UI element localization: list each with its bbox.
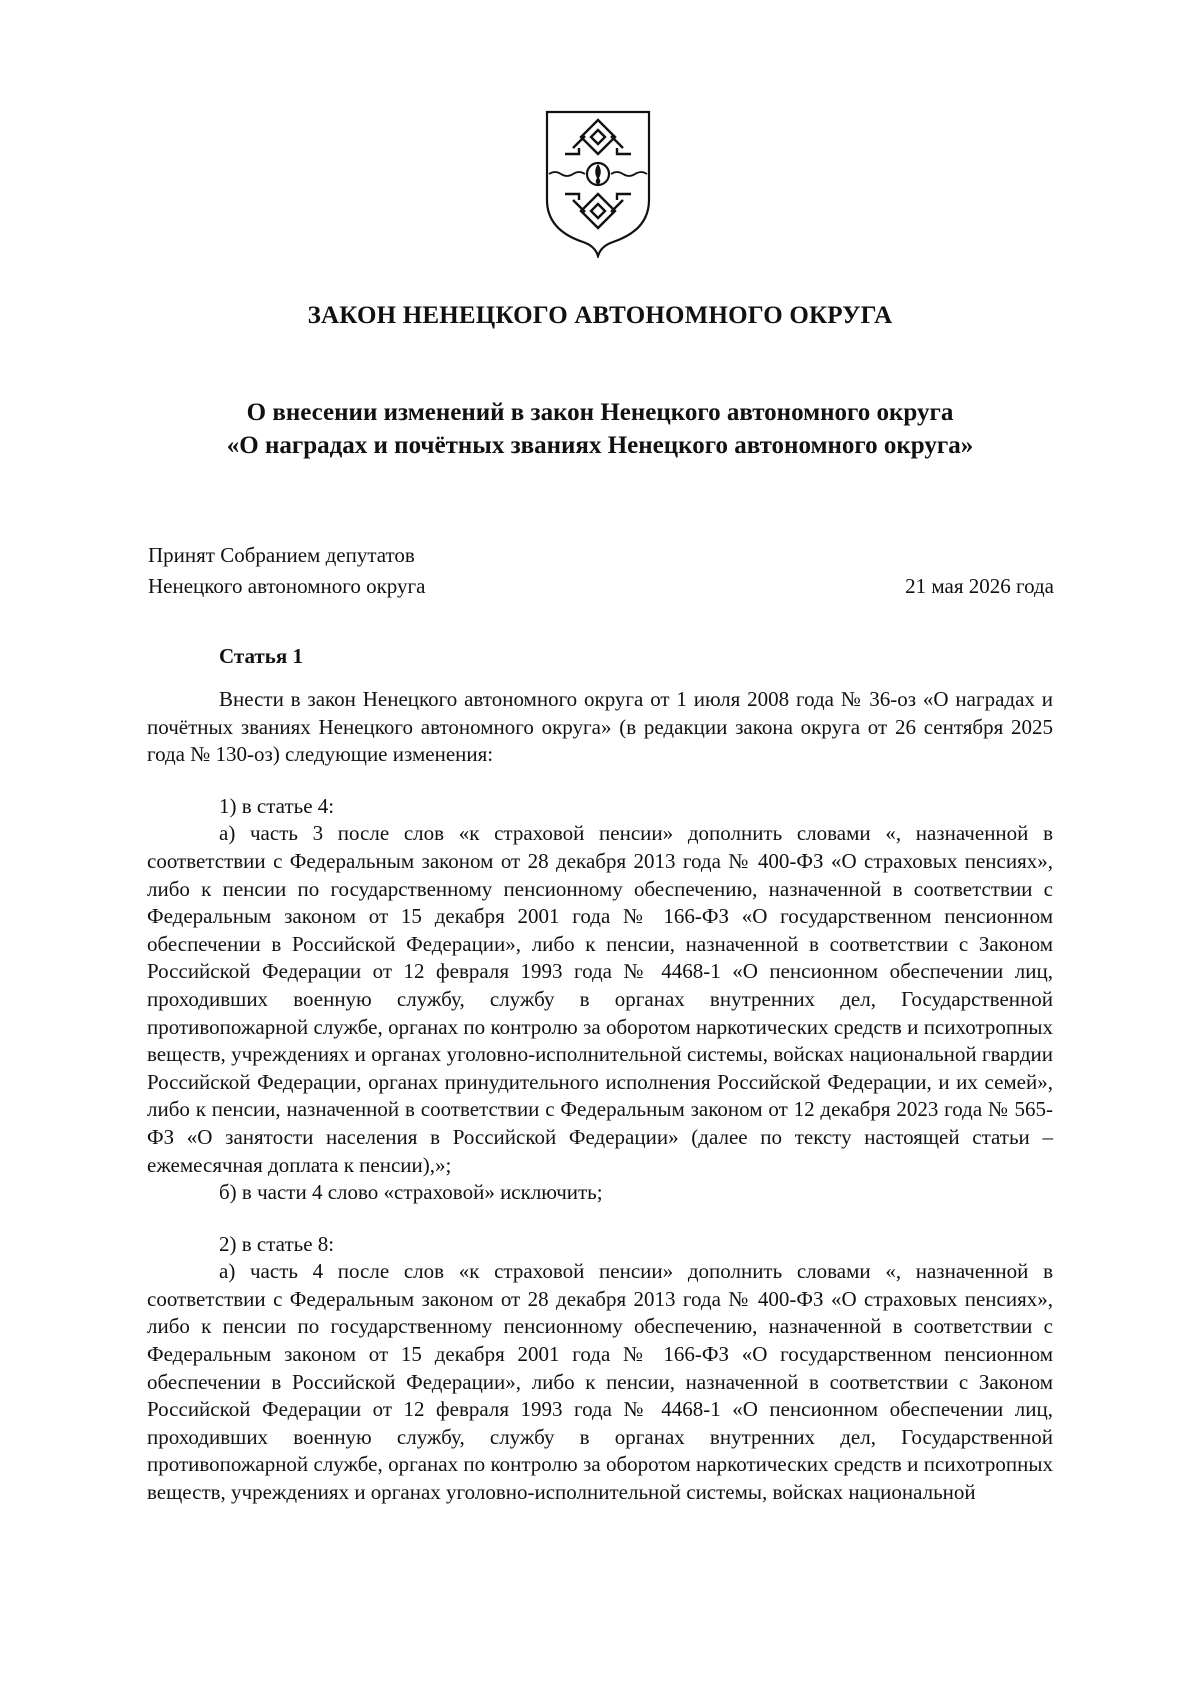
law-subject-line-1: О внесении изменений в закон Ненецкого автономного округа <box>246 399 954 426</box>
adoption-line-2: Ненецкого автономного округа <box>148 574 426 598</box>
paragraph-intro: Внести в закон Ненецкого автономного округа от 1 июля 2008 года № 36-оз «О наградах и почётных званиях Ненецкого автономного округа» (в редакции закона округа от 26 сентября 2025 года № 130-оз) следующие изменения: <box>147 687 1053 767</box>
adoption-line-1: Принят Собранием депутатов <box>148 543 415 567</box>
paragraph-item-1a: а) часть 3 после слов «к страховой пенсии» дополнить словами «, назначенной в соответствии с Федеральным законом от 28 декабря 2013 года № 400-ФЗ «О страховых пенсиях», либо к пенсии по государственному пенсионному обеспечению, назначенной в соответствии с Федеральным законом от 15 декабря 2001 года № 166-ФЗ «О государственном пенсионном обеспечении в Российской Федерации», либо к пенсии, назначенной в соответствии с Законом Российской Федерации от 12 февраля 1993 года № 4468-1 «О пенсионном обеспечении лиц, проходивших военную службу, службу в органах внутренних дел, Государственной противопожарной службе, органах по контролю за оборотом наркотических средств и психотропных веществ, учреждениях и органах уголовно-исполнительной системы, войсках национальной гвардии Российской Федерации, органах принудительного исполнения Российской Федерации, и их семей», либо к пенсии, назначенной в соответствии с Федеральным законом от 12 декабря 2023 года № 565-ФЗ «О занятости населения в Российской Федерации» (далее по тексту настоящей статьи – ежемесячная доплата к пенсии),»; <box>147 821 1053 1177</box>
law-subject <box>0 396 1200 462</box>
article-heading: Статья 1 <box>219 644 303 668</box>
paragraph-item-1: 1) в статье 4: <box>219 793 335 818</box>
law-title: ЗАКОН НЕНЕЦКОГО АВТОНОМНОГО ОКРУГА <box>307 302 893 329</box>
adoption-statement <box>148 540 425 602</box>
coat-of-arms-emblem <box>543 108 653 258</box>
adoption-date: 21 мая 2026 года <box>905 574 1054 598</box>
paragraph-item-2a: а) часть 4 после слов «к страховой пенсии» дополнить словами «, назначенной в соответствии с Федеральным законом от 28 декабря 2013 года № 400-ФЗ «О страховых пенсиях», либо к пенсии по государственному пенсионному обеспечению, назначенной в соответствии с Федеральным законом от 15 декабря 2001 года № 166-ФЗ «О государственном пенсионном обеспечении в Российской Федерации», либо к пенсии, назначенной в соответствии с Законом Российской Федерации от 12 февраля 1993 года № 4468-1 «О пенсионном обеспечении лиц, проходивших военную службу, службу в органах внутренних дел, Государственной противопожарной службе, органах по контролю за оборотом наркотических средств и психотропных веществ, учреждениях и органах уголовно-исполнительной системы, войсках национальной <box>147 1259 1053 1505</box>
law-subject-line-2: «О наградах и почётных званиях Ненецкого автономного округа» <box>226 432 974 459</box>
paragraph-item-1b: б) в части 4 слово «страховой» исключить; <box>219 1180 603 1205</box>
article-body <box>147 686 1053 1507</box>
paragraph-item-2: 2) в статье 8: <box>219 1231 335 1256</box>
